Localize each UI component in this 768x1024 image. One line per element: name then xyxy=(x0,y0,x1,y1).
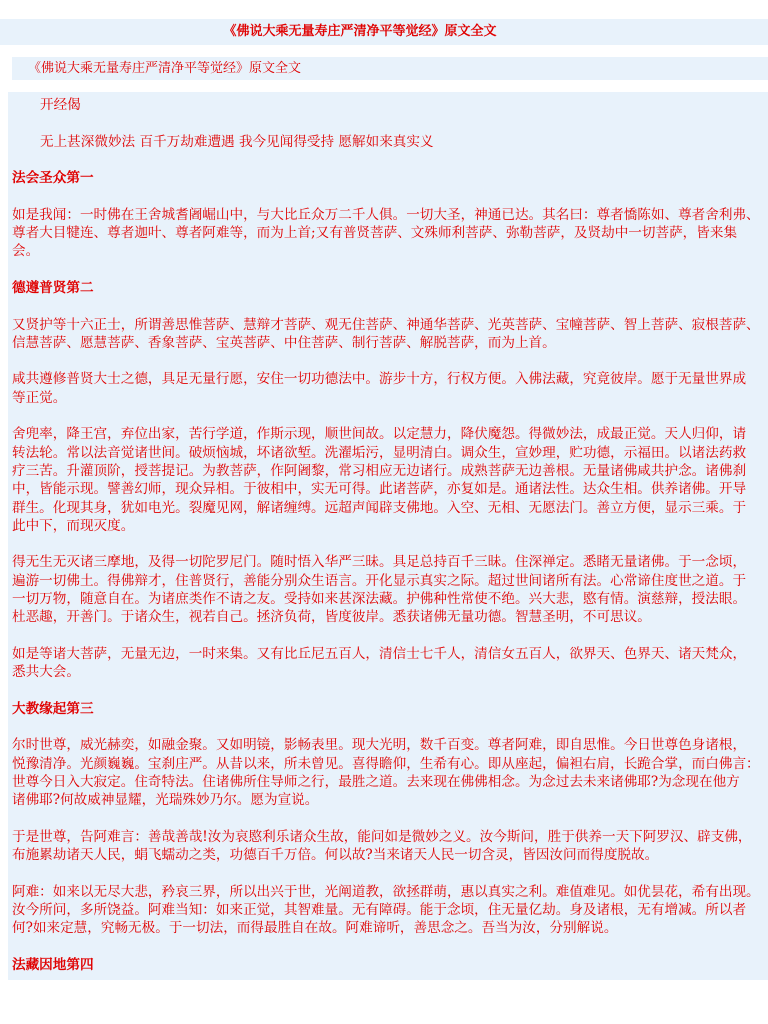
paragraph-line: 于是世尊，告阿难言：善哉善哉!汝为哀愍利乐诸众生故，能问如是微妙之义。汝今斯问，胜于供养一天下阿罗汉、辟支佛， xyxy=(12,828,752,845)
paragraph-line: 如是我闻：一时佛在王舍城耆阇崛山中，与大比丘众万二千人俱。一切大圣，神通已达。其名曰：尊者憍陈如、尊者舍利弗、 xyxy=(12,206,760,223)
chapter-title: 大教缘起第三 xyxy=(12,700,94,717)
paragraph-line: 群生。化现其身，犹如电光。裂魔见网，解诸缠缚。远超声闻辟支佛地。入空、无相、无愿法门。善立方便，显示三乘。于 xyxy=(12,499,747,516)
paragraph xyxy=(12,370,768,407)
paragraph-line: 杜恶趣，开善门。于诸众生，视若自己。拯济负荷，皆度彼岸。悉获诸佛无量功德。智慧圣明，不可思议。 xyxy=(12,609,651,626)
paragraph-line: 阿难：如来以无尽大悲，矜哀三界，所以出兴于世，光阐道教，欲拯群萌，惠以真实之利。难值难见。如优昙花，希有出现。 xyxy=(12,883,760,900)
sutra-text-panel xyxy=(8,92,768,980)
paragraph-line: 世尊今日入大寂定。住奇特法。住诸佛所住导师之行，最胜之道。去来现在佛佛相念。为念过去未来诸佛耶?为念现在他方 xyxy=(12,773,740,790)
paragraph-line: 悉共大会。 xyxy=(12,664,80,681)
paragraph-line: 如是等诸大菩萨，无量无边，一时来集。又有比丘尼五百人，清信士七千人，清信女五百人，欲界天、色界天、诸天梵众， xyxy=(12,645,747,662)
opening-verse-heading xyxy=(12,96,768,114)
paragraph xyxy=(12,316,768,353)
chapter-title: 法藏因地第四 xyxy=(12,956,94,973)
paragraph-line: 尔时世尊，威光赫奕，如融金聚。又如明镜，影畅表里。现大光明，数千百变。尊者阿难，即自思惟。今日世尊色身诸根， xyxy=(12,737,747,754)
paragraph-line: 布施累劫诸天人民，蜎飞蠕动之类，功德百千万倍。何以故?当来诸天人民一切含灵，皆因汝问而得度脱故。 xyxy=(12,847,659,864)
paragraph-line: 中，皆能示现。譬善幻师，现众异相。于彼相中，实无可得。此诸菩萨，亦复如是。通诸法性。达众生相。供养诸佛。开导 xyxy=(12,481,747,498)
paragraph-line: 悦豫清净。光颜巍巍。宝刹庄严。从昔以来，所未曾见。喜得瞻仰，生希有心。即从座起，偏袒右肩，长跪合掌，而白佛言： xyxy=(12,755,760,772)
paragraph-line: 此中下，而现灭度。 xyxy=(12,517,135,534)
opening-verse xyxy=(12,133,768,151)
paragraph-line: 何?如来定慧，究畅无极。于一切法，而得最胜自在故。阿难谛听，善思念之。吾当为汝，分别解说。 xyxy=(12,920,618,937)
opening-verse-heading-text: 开经偈 xyxy=(40,97,81,113)
paragraph-line: 转法轮。常以法音觉诸世间。破烦恼城，坏诸欲堑。洗濯垢污，显明清白。调众生，宣妙理，贮功德，示福田。以诸法药救 xyxy=(12,444,747,461)
chapter-title: 法会圣众第一 xyxy=(12,170,94,187)
sutra-text-body xyxy=(8,92,768,974)
paragraph xyxy=(12,553,768,626)
chapter xyxy=(12,700,768,938)
chapter-title: 德遵普贤第二 xyxy=(12,279,94,296)
page-subtitle-bar xyxy=(12,57,768,80)
paragraph-line: 遍游一切佛土。得佛辩才，住普贤行，善能分别众生语言。开化显示真实之际。超过世间诸所有法。心常谛住度世之道。于 xyxy=(12,572,747,589)
paragraph-line: 等正觉。 xyxy=(12,389,67,406)
paragraph xyxy=(12,645,768,682)
paragraph-line: 咸共遵修普贤大士之德，具足无量行愿，安住一切功德法中。游步十方，行权方便。入佛法藏，究竟彼岸。愿于无量世界成 xyxy=(12,371,747,388)
paragraph xyxy=(12,828,768,865)
paragraph-line: 得无生无灭诸三摩地，及得一切陀罗尼门。随时悟入华严三昧。具足总持百千三昧。住深禅定。悉睹无量诸佛。于一念顷， xyxy=(12,554,747,571)
chapter xyxy=(12,169,768,260)
paragraph-line: 信慧菩萨、愿慧菩萨、香象菩萨、宝英菩萨、中住菩萨、制行菩萨、解脱菩萨，而为上首。 xyxy=(12,334,556,351)
paragraph-line: 会。 xyxy=(12,243,40,260)
page-title: 《佛说大乘无量寿庄严清净平等觉经》原文全文 xyxy=(223,24,497,39)
paragraph-line: 疗三苦。升灌顶阶，授菩提记。为教菩萨，作阿阇黎，常习相应无边诸行。成熟菩萨无边善根。无量诸佛咸共护念。诸佛刹 xyxy=(12,462,747,479)
chapter xyxy=(12,279,768,682)
paragraph xyxy=(12,883,768,938)
paragraph xyxy=(12,425,768,535)
paragraph-line: 舍兜率，降王宫，弃位出家，苦行学道，作斯示现，顺世间故。以定慧力，降伏魔怨。得微妙法，成最正觉。天人归仰，请 xyxy=(12,426,747,443)
paragraph-line: 尊者大目犍连、尊者迦叶、尊者阿难等，而为上首;又有普贤菩萨、文殊师利菩萨、弥勒菩萨，及贤劫中一切菩萨，皆来集 xyxy=(12,225,738,242)
paragraph-line: 一切万物，随意自在。为诸庶类作不请之友。受持如来甚深法藏。护佛种性常使不绝。兴大悲，愍有情。演慈辩，授法眼。 xyxy=(12,591,747,608)
page-subtitle: 《佛说大乘无量寿庄严清净平等觉经》原文全文 xyxy=(28,61,302,76)
paragraph-line: 诸佛耶?何故威神显耀，光瑞殊妙乃尔。愿为宣说。 xyxy=(12,792,319,809)
paragraph xyxy=(12,206,768,261)
paragraph-line: 又贤护等十六正士，所谓善思惟菩萨、慧辩才菩萨、观无住菩萨、神通华菩萨、光英菩萨、宝幢菩萨、智上菩萨、寂根菩萨、 xyxy=(12,316,760,333)
chapters-list xyxy=(12,169,768,974)
page-title-bar xyxy=(0,19,768,45)
paragraph xyxy=(12,736,768,809)
chapter xyxy=(12,956,768,974)
opening-verse-text: 无上甚深微妙法 百千万劫难遭遇 我今见闻得受持 愿解如来真实义 xyxy=(40,133,434,150)
paragraph-line: 汝今所问，多所饶益。阿难当知：如来正觉，其智难量。无有障碍。能于念顷，住无量亿劫。身及诸根，无有增减。所以者 xyxy=(12,902,747,919)
